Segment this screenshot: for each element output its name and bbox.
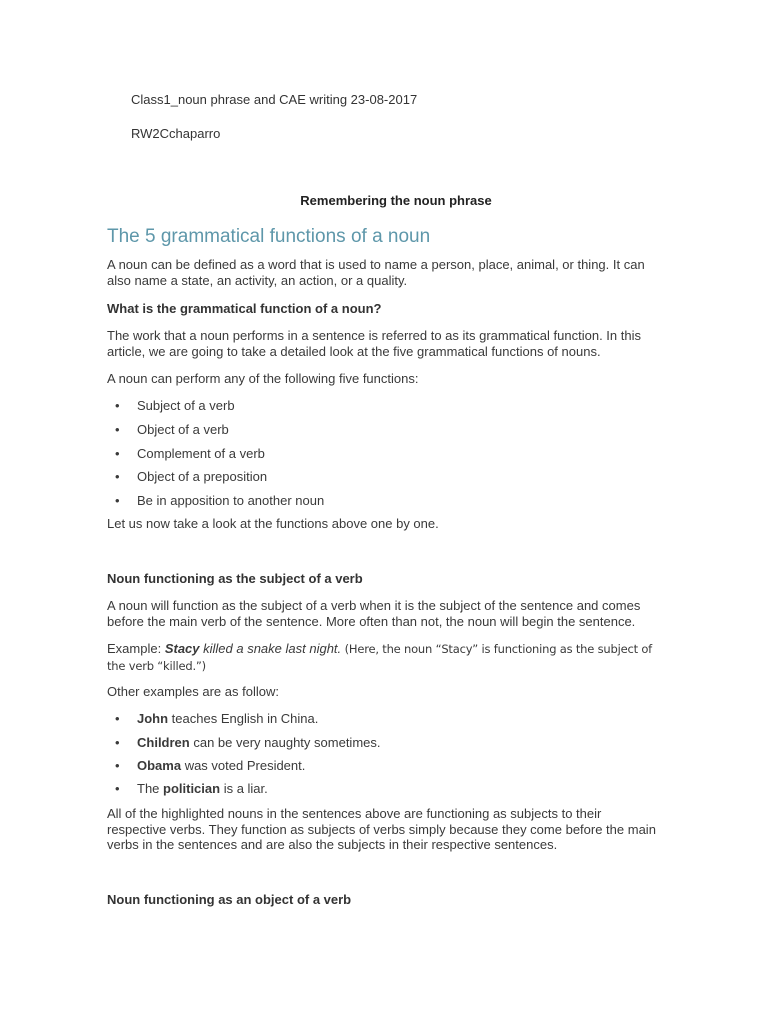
section1-heading: Noun functioning as the subject of a verb <box>107 571 363 586</box>
after-list-paragraph: Let us now take a look at the functions above one by one. <box>107 516 439 531</box>
page-heading: The 5 grammatical functions of a noun <box>107 226 431 247</box>
document-author-line: RW2Cchaparro <box>131 126 221 141</box>
other-examples-label: Other examples are as follow: <box>107 684 279 699</box>
example-subject: Stacy <box>164 641 200 656</box>
document-class-line: Class1_noun phrase and CAE writing 23-08-2017 <box>131 92 418 107</box>
bullet-icon: • <box>115 711 120 726</box>
bullet-icon: • <box>115 398 120 413</box>
section1-conclusion: All of the highlighted nouns in the sentences above are functioning as subjects to their respective verbs. They function as subjects of verbs simply because they come before the main verbs in the sentences and are also the subjects in their respective sentences. <box>107 806 656 852</box>
intro-paragraph-1: A noun can be defined as a word that is used to name a person, place, animal, or thing. It can also name a state, an activity, an action, or a quality. <box>107 257 645 288</box>
document-page: Class1_noun phrase and CAE writing 23-08-2017 RW2Cchaparro Remembering the noun phrase The 5 grammatical functions of a noun A noun can be defined as a word that is used to name a person, place, animal, or thing. It can also name a state, an activity, an action, or a quality. What is the grammatical function of a noun? The work that a noun performs in a sentence is referred to as its grammatical function. In this article, we are going to take a detailed look at the five grammatical functions of nouns. A noun can perform any of the following five functions: • Subject of a verb • Object of a verb • Complement of a verb • Object of a preposition • Be in apposition to another noun Let us now take a look at the functions above one by one. Noun functioning as the subject of a verb A noun will function as the subject of a verb when it is the subject of the sentence and comes before the main verb of the sentence. More often than not, the noun will begin the sentence. Example: Stacy killed a snake last night. (Here, the noun “Stacy” is functioning as the subject of the verb “killed.”) Other examples are as follow: • John teaches English in China. • Children can be very naughty sometimes. • Obama was voted President. • The politician is a liar. All of the highlighted nouns in the sentences above are functioning as subjects to their respective verbs. They function as subjects of verbs simply because they come before the main verbs in the sentences and are also the subjects in their respective sentences. Noun functioning as an object of a verb <box>0 0 768 1024</box>
bullet-icon: • <box>115 422 120 437</box>
intro-paragraph-2: The work that a noun performs in a sentence is referred to as its grammatical function. In this article, we are going to take a detailed look at the five grammatical functions of nouns. <box>107 328 641 359</box>
bullet-icon: • <box>115 735 120 750</box>
section-title: Remembering the noun phrase <box>300 193 492 208</box>
example-sentence: Example: Stacy killed a snake last night. (Here, the noun “Stacy” is functioning as the subject of the verb “killed.”) <box>107 641 653 673</box>
bullet-icon: • <box>115 781 120 796</box>
bullet-icon: • <box>115 758 120 773</box>
question-heading: What is the grammatical function of a noun? <box>107 301 382 316</box>
bullet-icon: • <box>115 469 120 484</box>
section1-paragraph: A noun will function as the subject of a verb when it is the subject of the sentence and comes before the main verb of the sentence. More often than not, the noun will begin the sentence. <box>107 598 641 629</box>
bullet-icon: • <box>115 493 120 508</box>
intro-paragraph-3: A noun can perform any of the following five functions: <box>107 371 419 386</box>
section2-heading: Noun functioning as an object of a verb <box>107 892 352 907</box>
bullet-icon: • <box>115 446 120 461</box>
